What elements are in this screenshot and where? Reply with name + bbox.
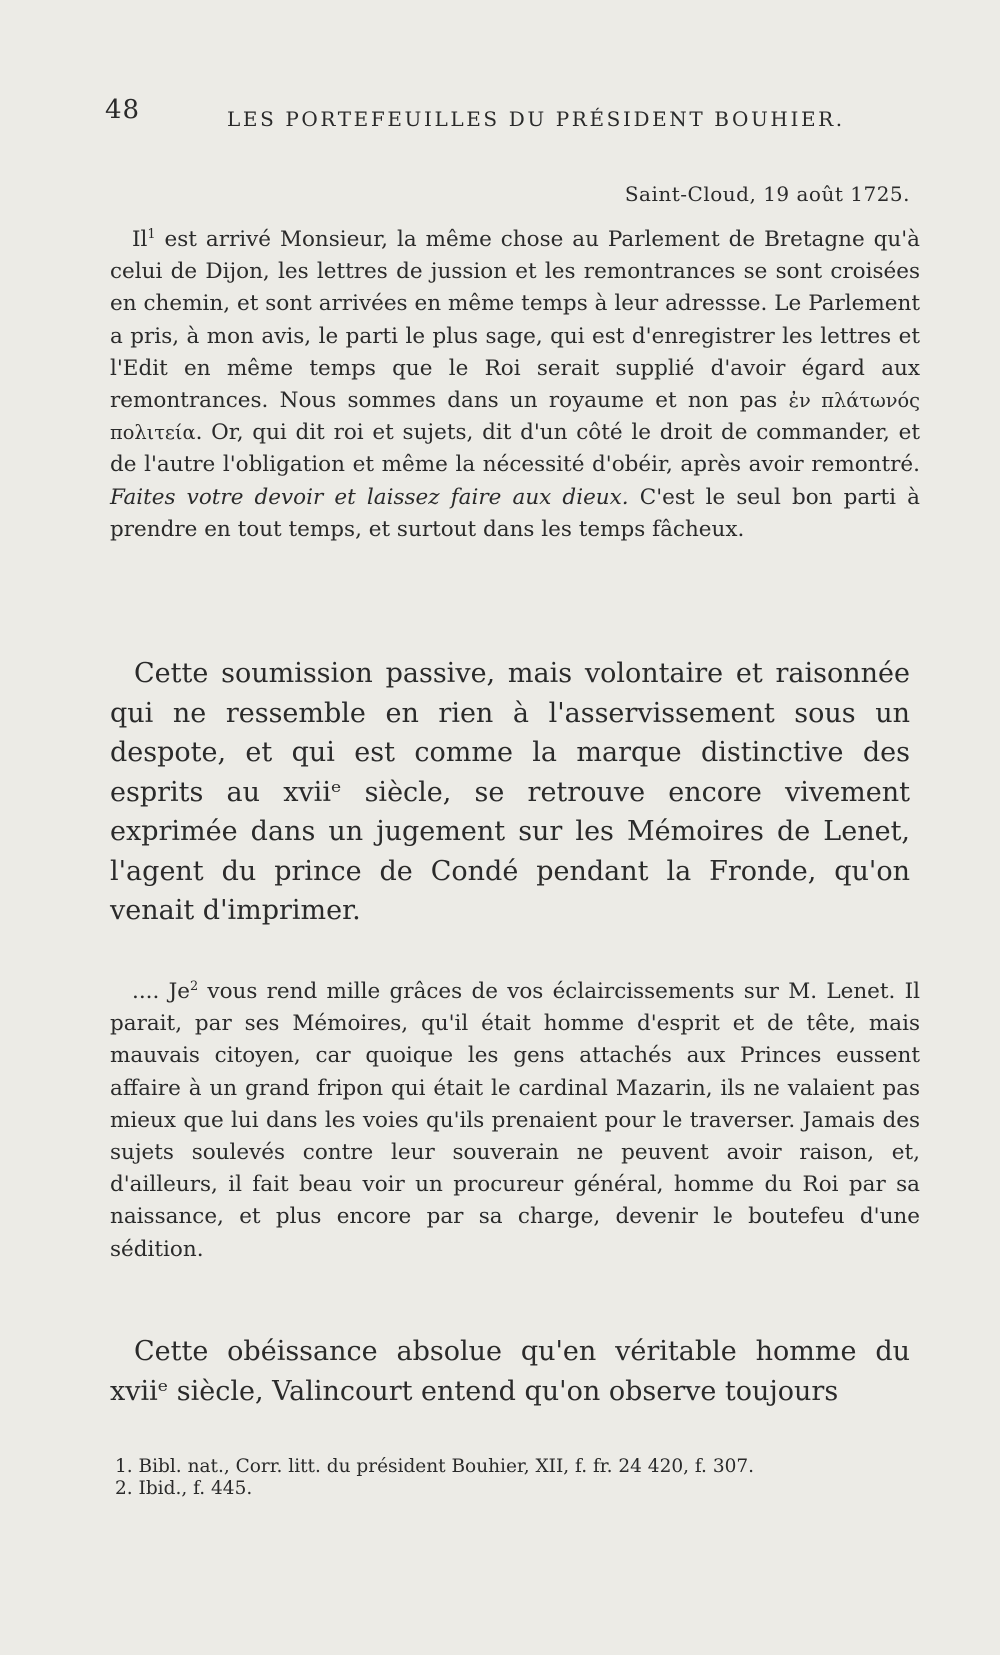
footnotes xyxy=(115,1456,915,1500)
letter1-text-a: Il xyxy=(132,227,148,252)
quoted-letter-2 xyxy=(110,976,920,1266)
page-header xyxy=(105,95,915,135)
letter2-text-a: .... Je xyxy=(132,979,190,1004)
italic-maxim: Faites votre devoir et laissez faire aux dieux. xyxy=(110,484,629,510)
footnote-ref-2: 2 xyxy=(189,978,199,994)
page-number: 48 xyxy=(105,95,141,125)
letter1-text-d: C'est le seul bon parti à prendre en tout temps, et surtout dans les temps fâcheux. xyxy=(110,484,920,542)
footnote-1: 1. Bibl. nat., Corr. litt. du président Bouhier, XII, f. fr. 24 420, f. 307. xyxy=(115,1456,755,1477)
footnote-ref-1: 1 xyxy=(147,226,156,242)
letter2-text-b: vous rend mille grâces de vos éclaircissements sur M. Lenet. Il parait, par ses Mémoires, qu'il était homme d'esprit et de tête, mais mauvais citoyen, car quoique les gens attachés aux Princes eussent affaire à un grand fripon qui était le cardinal Mazarin, ils ne valaient pas mieux que lui dans les voies qu'ils prenaient pour le traverser. Jamais des sujets soulevés contre leur souverain ne peuvent avoir raison, et, d'ailleurs, il fait beau voir un procureur général, homme du Roi par sa naissance, et plus encore par sa charge, devenir le boutefeu d'une sédition. xyxy=(110,979,921,1262)
body-paragraph-2: Cette obéissance absolue qu'en véritable homme du xviiᵉ siècle, Valincourt entend qu'on observe toujours xyxy=(110,1336,910,1407)
letter1-text-c: . Or, qui dit roi et sujets, dit d'un côté le droit de commander, et de l'autre l'obligation et même la nécessité d'obéir, après avoir remontré. xyxy=(110,420,920,478)
running-title: LES PORTEFEUILLES DU PRÉSIDENT BOUHIER. xyxy=(227,107,845,131)
letter1-text-b: est arrivé Monsieur, la même chose au Parlement de Bretagne qu'à celui de Dijon, les lettres de jussion et les remontrances se sont croisées en chemin, et sont arrivées en même temps à leur adressse. Le Parlement a pris, à mon avis, le parti le plus sage, qui est d'enregistrer les lettres et l'Edit en même temps que le Roi serait supplié d'avoir égard aux remontrances. Nous sommes dans un royaume et non pas xyxy=(110,227,920,414)
greek-phrase: ἐν πλάτωνός πολιτεία xyxy=(110,389,920,445)
body-paragraph-1: Cette soumission passive, mais volontaire et raisonnée qui ne ressemble en rien à l'asservissement sous un despote, et qui est comme la marque distinctive des esprits au xviiᵉ siècle, se retrouve encore vivement exprimée dans un jugement sur les Mémoires de Lenet, l'agent du prince de Condé pendant la Fronde, qu'on venait d'imprimer. xyxy=(110,658,910,926)
quoted-letter-1 xyxy=(110,224,920,546)
footnote-2: 2. Ibid., f. 445. xyxy=(115,1478,253,1499)
letter-dateline: Saint-Cloud, 19 août 1725. xyxy=(624,182,910,206)
